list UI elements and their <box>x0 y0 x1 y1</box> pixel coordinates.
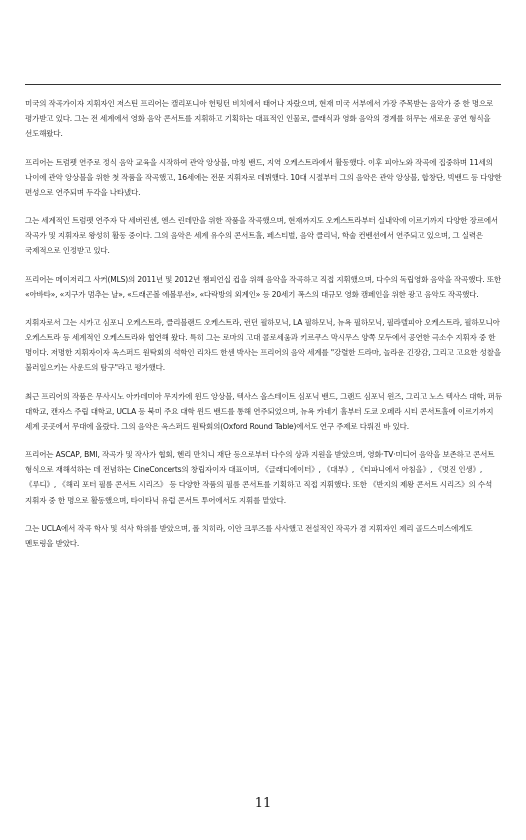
paragraph-education: 프리어는 트럼펫 연주로 정식 음악 교육을 시작하여 관악 앙상블, 마칭 밴드, 지역 오케스트라에서 활동했다. 이후 피아노와 작곡에 집중하며 11세의 나이에 관악 앙상블을 위한 첫 작품을 작곡했고, 16세에는 전문 지휘자로 데뷔했다. 10대 시절부터 그의 음악은 관악 앙상블, 합창단, 빅밴드 등 다양한 편성으로 연주되며 두각을 나타냈다. <box>25 157 502 197</box>
page-number: 11 <box>254 796 272 811</box>
header-rule <box>25 84 501 85</box>
paragraph-awards: 프리어는 ASCAP, BMI, 작곡가 및 작사가 협회, 헨리 만치니 재단 등으로부터 다수의 상과 지원을 받았으며, 영화·TV·미디어 음악을 보존하고 콘서트 형식으로 재해석하는 데 전념하는 CineConcerts의 창립자이자 대표이며, 《글래디에이터》, 《대부》, 《티파니에서 아침을》, 《멋진 인생》, 《루디》, 《해리 포터 필름 콘서트 시리즈》 등 다양한 작품의 필름 콘서트를 기획하고 직접 지휘했다. 또한 《반지의 제왕 콘서트 시리즈》의 수석 지휘자 중 한 명으로 활동했으며, 타이타닉 유럽 콘서트 투어에서도 지휘를 맡았다. <box>25 450 495 505</box>
paragraph-recent-works: 최근 프리어의 작품은 무사시노 아카데미아 무지카에 윈드 앙상블, 텍사스 올스테이트 심포닉 밴드, 그랜드 심포닉 윈즈, 그리고 노스 텍사스 대학, 퍼듀 대학교, 캔자스 주립 대학교, UCLA 등 북미 주요 대학 윈드 밴드를 통해 연주되었으며, 뉴욕 카네기 홀부터 도쿄 오페라 시티 콘서트홀에 이르기까지 세계 곳곳에서 무대에 올랐다. 그의 음악은 옥스퍼드 원탁회의(Oxford Round Table)에서도 연구 주제로 다뤄진 바 있다. <box>25 391 503 431</box>
paragraph-intro: 미국의 작곡가이자 지휘자인 저스틴 프리어는 캘리포니아 헌팅턴 비치에서 태어나 자랐으며, 현재 미국 서부에서 가장 주목받는 음악가 중 한 명으로 평가받고 있다. 그는 전 세계에서 영화 음악 콘서트를 지휘하고 기획하는 대표적인 인물로, 클래식과 영화 음악의 경계를 허무는 새로운 공연 형식을 선도해왔다. <box>25 99 494 139</box>
paragraph-career: 그는 세계적인 트럼펫 연주자 닥 세버린센, 엔스 린데만을 위한 작품을 작곡했으며, 현재까지도 오케스트라부터 실내악에 이르기까지 다양한 장르에서 작곡가 및 지휘자로 왕성히 활동 중이다. 그의 음악은 세계 유수의 콘서트홀, 페스티벌, 음악 클리닉, 학술 컨벤션에서 연주되고 있으며, 그 실력은 국제적으로 인정받고 있다. <box>25 216 499 256</box>
paragraph-mls: 프리어는 메이저리그 사커(MLS)의 2011년 및 2012년 챔피언십 컵을 위해 음악을 작곡하고 직접 지휘했으며, 다수의 독립영화 음악을 작곡했다. 또한 «아바타», «지구가 멈추는 날», «드래곤볼 에볼루션», «다락방의 외계인» 등 20세기 폭스의 대규모 영화 캠페인을 위한 광고 음악도 작곡했다. <box>25 274 501 299</box>
body-text <box>25 96 503 564</box>
paragraph-study: 그는 UCLA에서 작곡 학사 및 석사 학위를 받았으며, 폴 치히라, 이안 크루즈를 사사했고 전설적인 작곡가 겸 지휘자인 제리 골드스미스에게도 멘토링을 받았다. <box>25 523 473 548</box>
paragraph-conducting: 지휘자로서 그는 시카고 심포니 오케스트라, 클리블랜드 오케스트라, 런던 필하모닉, LA 필하모닉, 뉴욕 필하모닉, 필라델피아 오케스트라, 필하모니아 오케스트라 등 세계적인 오케스트라와 협연해 왔다. 특히 그는 로마의 고대 콜로세움과 키르쿠스 막시무스 양쪽 모두에서 공연한 극소수 지휘자 중 한 명이다. 저명한 지휘자이자 옥스퍼드 원탁회의 석학인 리차드 한센 박사는 프리어의 음악 세계를 "강렬한 드라마, 놀라운 긴장감, 그리고 고요한 성찰을 불러일으키는 사운드의 탐구"라고 평가했다. <box>25 317 501 373</box>
